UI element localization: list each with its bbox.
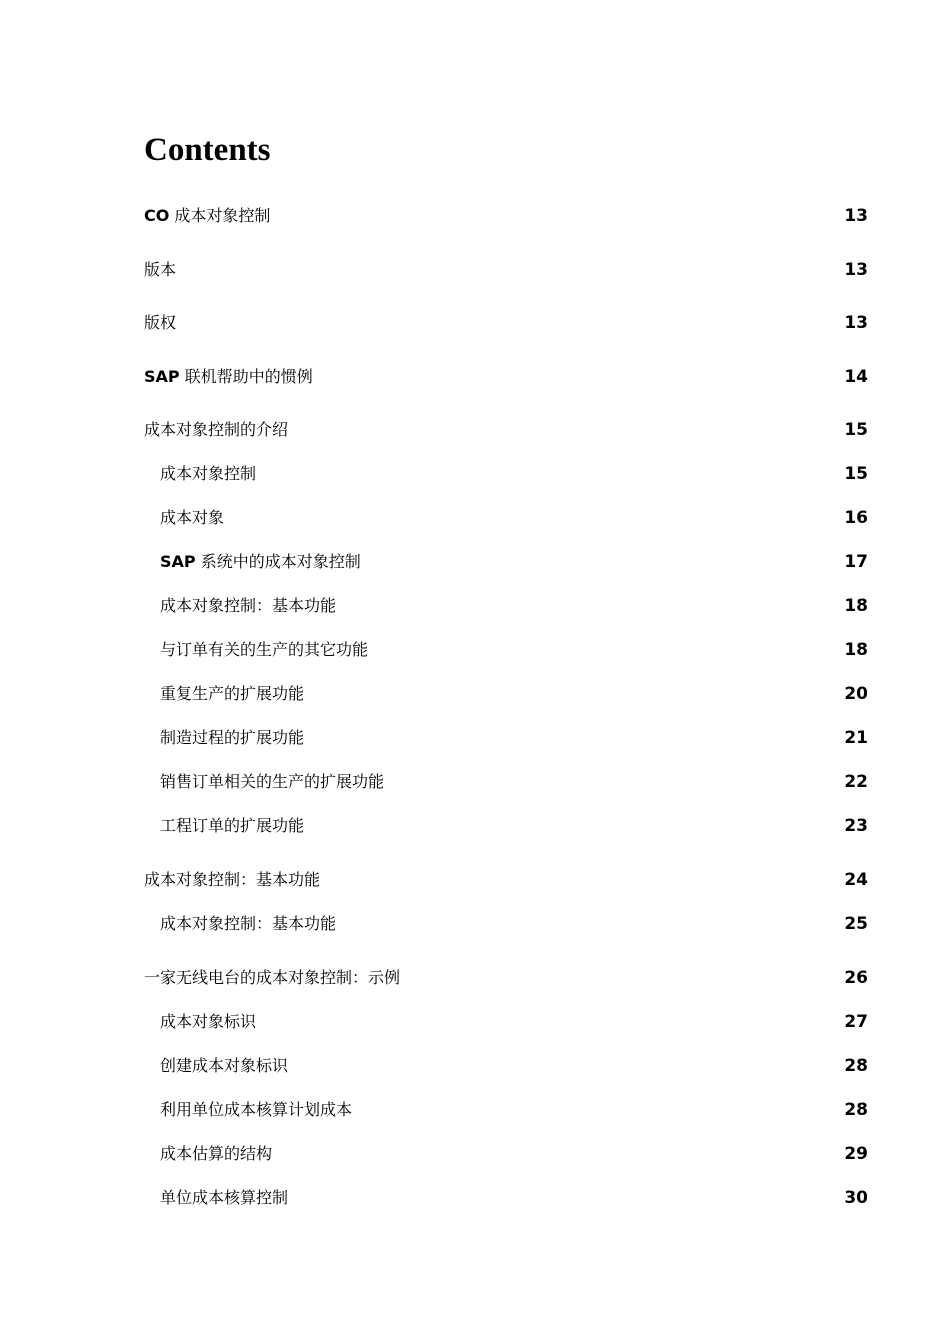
toc-entry[interactable] bbox=[0, 965, 950, 991]
toc-entry-page: 15 bbox=[844, 464, 868, 484]
toc-entry[interactable] bbox=[0, 725, 950, 751]
toc-entry[interactable] bbox=[0, 203, 950, 229]
toc-entry[interactable] bbox=[0, 505, 950, 531]
toc-entry-page: 18 bbox=[844, 640, 868, 660]
toc-entry-label: 销售订单相关的生产的扩展功能 bbox=[160, 772, 385, 791]
toc-entry-label: SAP 系统中的成本对象控制 bbox=[160, 552, 361, 571]
toc-entry-page: 26 bbox=[844, 968, 868, 988]
toc-entry-page: 13 bbox=[844, 206, 868, 226]
toc-entry[interactable] bbox=[0, 310, 950, 336]
toc-entry-page: 15 bbox=[844, 420, 868, 440]
toc-entry-label: CO 成本对象控制 bbox=[144, 206, 271, 225]
toc-entry-label: 成本对象控制：基本功能 bbox=[144, 870, 321, 889]
toc-entry[interactable] bbox=[0, 1097, 950, 1123]
toc-entry[interactable] bbox=[0, 769, 950, 795]
toc-entry-page: 25 bbox=[844, 914, 868, 934]
toc-entry[interactable] bbox=[0, 1053, 950, 1079]
toc-entry-page: 28 bbox=[844, 1056, 868, 1076]
toc-entry-label: 版权 bbox=[144, 313, 177, 332]
toc-entry-page: 28 bbox=[844, 1100, 868, 1120]
toc-entry[interactable] bbox=[0, 867, 950, 893]
toc-entry-page: 20 bbox=[844, 684, 868, 704]
toc-entry-label: 成本对象控制：基本功能 bbox=[160, 914, 337, 933]
toc-entry-label: 一家无线电台的成本对象控制：示例 bbox=[144, 968, 401, 987]
toc-entry[interactable] bbox=[0, 461, 950, 487]
toc-entry[interactable] bbox=[0, 549, 950, 575]
toc-entry-page: 13 bbox=[844, 313, 868, 333]
toc-entry[interactable] bbox=[0, 593, 950, 619]
toc-entry-label: 成本对象控制的介绍 bbox=[144, 420, 289, 439]
toc-entry-label: 重复生产的扩展功能 bbox=[160, 684, 305, 703]
toc-entry[interactable] bbox=[0, 1141, 950, 1167]
toc-entry-label: 成本对象标识 bbox=[160, 1012, 257, 1031]
toc-entry-label: 工程订单的扩展功能 bbox=[160, 816, 305, 835]
toc-entry-label: SAP 联机帮助中的惯例 bbox=[144, 367, 313, 386]
toc-entry-page: 21 bbox=[844, 728, 868, 748]
toc-entry-page: 23 bbox=[844, 816, 868, 836]
toc-entry[interactable] bbox=[0, 364, 950, 390]
toc-entry-label: 成本对象控制 bbox=[160, 464, 257, 483]
toc-entry-label: 成本对象 bbox=[160, 508, 225, 527]
toc-entry-label: 制造过程的扩展功能 bbox=[160, 728, 305, 747]
toc-entry-label: 成本对象控制：基本功能 bbox=[160, 596, 337, 615]
toc-entry[interactable] bbox=[0, 257, 950, 283]
toc-entry-page: 18 bbox=[844, 596, 868, 616]
toc-entry-page: 14 bbox=[844, 367, 868, 387]
toc-entry-label: 创建成本对象标识 bbox=[160, 1056, 289, 1075]
toc-entry-page: 24 bbox=[844, 870, 868, 890]
toc-entry-page: 30 bbox=[844, 1188, 868, 1208]
toc-entry-page: 17 bbox=[844, 552, 868, 572]
toc-entry-label: 利用单位成本核算计划成本 bbox=[160, 1100, 353, 1119]
toc-entry-page: 13 bbox=[844, 260, 868, 280]
toc-entry-label: 与订单有关的生产的其它功能 bbox=[160, 640, 369, 659]
toc-entry[interactable] bbox=[0, 1185, 950, 1211]
toc-entry-label: 单位成本核算控制 bbox=[160, 1188, 289, 1207]
toc-entry-page: 16 bbox=[844, 508, 868, 528]
toc-entry-label: 成本估算的结构 bbox=[160, 1144, 273, 1163]
toc-entry[interactable] bbox=[0, 1009, 950, 1035]
toc-entry[interactable] bbox=[0, 681, 950, 707]
page-title: Contents bbox=[144, 132, 271, 168]
toc-entry[interactable] bbox=[0, 417, 950, 443]
toc-entry[interactable] bbox=[0, 813, 950, 839]
toc-entry-page: 27 bbox=[844, 1012, 868, 1032]
toc-entry-page: 22 bbox=[844, 772, 868, 792]
toc-entry[interactable] bbox=[0, 637, 950, 663]
toc-entry-label: 版本 bbox=[144, 260, 177, 279]
toc-entry[interactable] bbox=[0, 911, 950, 937]
toc-entry-page: 29 bbox=[844, 1144, 868, 1164]
